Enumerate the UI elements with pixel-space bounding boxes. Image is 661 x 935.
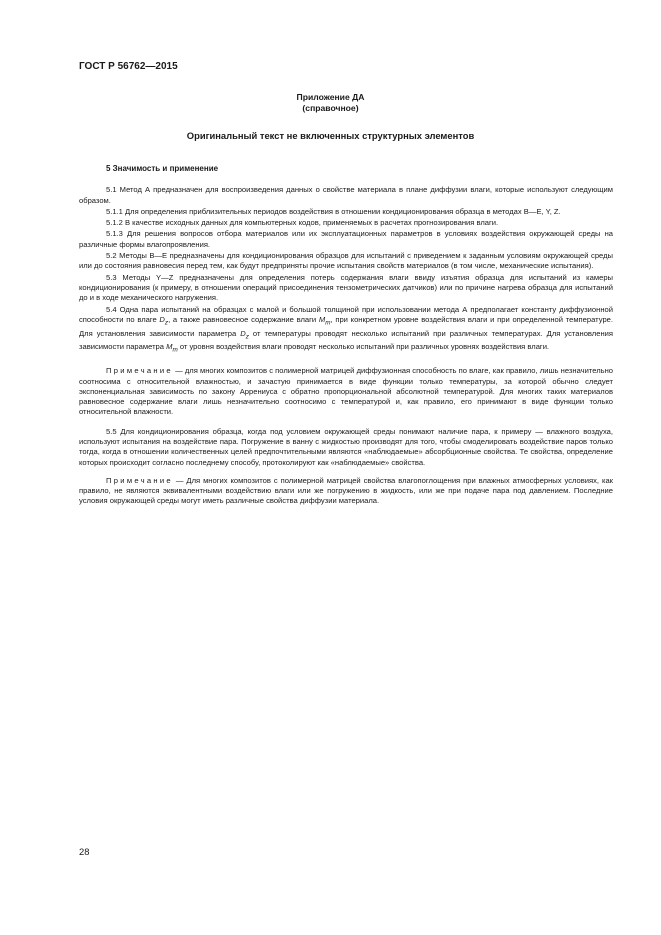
paragraph-5-1: 5.1 Метод А предназначен для воспроизведения данных о свойстве материала в плане диффузии влаги, которые используют следующим образом.	[79, 185, 613, 205]
paragraph-5-4	[79, 305, 613, 357]
p54-text-5: от уровня воздействия влаги проводят несколько испытаний при различных уровнях воздействия влаги.	[177, 342, 550, 352]
dz-symbol: $D_z$	[159, 314, 169, 327]
page-number: 28	[79, 846, 90, 857]
standard-code: ГОСТ Р 56762—2015	[79, 61, 178, 72]
paragraph-5-1-3: 5.1.3 Для решения вопросов отбора материалов или их эксплуатационных параметров в условиях воздействия окружающей среды на различные формы влагопроявления.	[79, 229, 613, 249]
section-body	[79, 164, 613, 514]
p54-text-3: , при конкретном уровне воздействия влаги и при определенной температуре. Для установления зависимости параметра	[79, 314, 614, 338]
note-1-label: Примечание	[106, 366, 173, 376]
mm-symbol: $M_m$	[318, 314, 331, 327]
paragraph-5-2: 5.2 Методы В—E предназначены для кондиционирования образцов для испытаний с приведением к заданным условиям окружающей среды или до состояния равновесия перед тем, как будут предприняты прочие испытания свойств материалов (в том числе, механические испытания).	[79, 251, 613, 271]
paragraph-5-1-1: 5.1.1 Для определения приблизительных периодов воздействия в отношении кондиционирования образца в методах В—E, Y, Z.	[106, 206, 561, 216]
note-2-text: — Для многих композитов с полимерной матрицей свойства влагопоглощения при влажных атмосферных условиях, как правило, не являются эквивалентными воздействию влаги или же погружению в жидкость, или же при подаче пара под давлением. Последние условия окружающей среды могут иметь различные свойства диффузии материала.	[79, 475, 613, 506]
p54-text-2: , а также равновесное содержание влаги	[168, 314, 319, 324]
paragraph-5-1-2: 5.1.2 В качестве исходных данных для компьютерных кодов, применяемых в расчетах прогнозирования влаги.	[106, 218, 499, 228]
note-1-text: — для многих композитов с полимерной матрицей диффузионная способность по влаге, как правило, лишь незначительно соотносима с относительной влажностью, и зачастую принимается в виде функции только температуры, за которой обычно следует экспоненциальная зависимость по закону Аррениуса с обратно пропорциональной абсолютной температурой. Для многих таких материалов равновесное содержание влаги лишь незначительно соотносимо с температурой и, как правило, его принимают в виде функции только относительной влажности.	[79, 366, 613, 417]
paragraph-5-5: 5.5 Для кондиционирования образца, когда под условием окружающей среды понимают наличие пара, к примеру — влажного воздуха, используют испытания на воздействие пара. Погружение в ванну с жидкостью производят для того, чтобы смоделировать воздействие паров только тогда, когда в отношении количественных целей предпочтительными являются «наблюдаемые» абсорбционные свойства. Те свойства, определение которых происходит согласно последнему способу, протоколируют как «наблюдаемые» свойства.	[79, 426, 613, 467]
note-2-label: Примечание	[106, 475, 173, 485]
paragraph-5-3: 5.3 Методы Y—Z предназначены для определения потерь содержания влаги ввиду изъятия образца для испытаний из камеры кондиционирования (к примеру, в отношении операций присоединения тензометрических датчиков) или по причине нагрева образца для испытаний до и в ходе механического нагружения.	[79, 272, 613, 303]
appendix-title: Приложение ДА	[296, 92, 365, 102]
section-heading: 5 Значимость и применение	[106, 164, 219, 173]
note-1	[79, 366, 613, 417]
mm-symbol-2: $M_m$	[166, 342, 178, 354]
p54-text-1: 5.4 Одна пара испытаний на образцах с малой и большой толщиной при использовании метода А предполагает константу диффузионной способности по влаге	[79, 304, 613, 324]
appendix-subtitle: (справочное)	[302, 103, 359, 113]
document-title: Оригинальный текст не включенных структурных элементов	[186, 130, 475, 141]
note-2	[79, 476, 613, 507]
dz-symbol-2: $D_z$	[240, 328, 249, 341]
appendix-heading	[79, 92, 582, 114]
p54-text-4: от температуры проводят несколько испытаний при различных температурах. Для установления зависимости параметра	[79, 328, 613, 352]
